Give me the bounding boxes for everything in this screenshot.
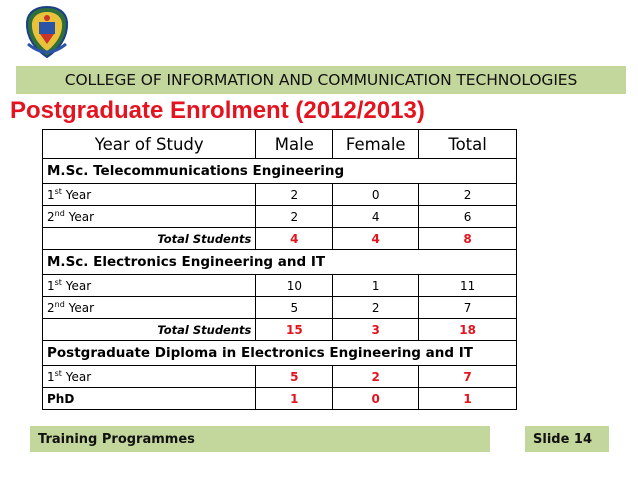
- total-cell: 7: [419, 366, 517, 388]
- section-row: [43, 159, 517, 184]
- enrolment-table: [42, 129, 517, 410]
- phd-row: [43, 388, 517, 410]
- male-cell: 1: [256, 388, 333, 410]
- section-title: M.Sc. Electronics Engineering and IT: [43, 250, 517, 275]
- university-logo: [22, 4, 72, 60]
- section-title: M.Sc. Telecommunications Engineering: [43, 159, 517, 184]
- total-cell: 6: [419, 206, 517, 228]
- male-cell: 5: [256, 297, 333, 319]
- slide-number-label: Slide 14: [533, 431, 593, 447]
- footer-training-programmes: [30, 426, 490, 452]
- slide-title: Postgraduate Enrolment (2012/2013): [10, 97, 425, 124]
- header-female: Female: [333, 130, 419, 159]
- female-cell: 2: [333, 297, 419, 319]
- year-cell: 2nd Year: [43, 206, 256, 228]
- total-cell: 1: [419, 388, 517, 410]
- total-students-label: Total Students: [43, 319, 256, 341]
- college-name: COLLEGE OF INFORMATION AND COMMUNICATION TECHNOLOGIES: [64, 71, 578, 89]
- year-cell: 1st Year: [43, 184, 256, 206]
- table-row: [43, 184, 517, 206]
- table-row: [43, 206, 517, 228]
- male-cell: 10: [256, 275, 333, 297]
- female-cell: 0: [333, 388, 419, 410]
- female-total-cell: 4: [333, 228, 419, 250]
- footer-left-label: Training Programmes: [38, 431, 195, 447]
- header-year-of-study: Year of Study: [43, 130, 256, 159]
- female-total-cell: 3: [333, 319, 419, 341]
- grand-total-cell: 18: [419, 319, 517, 341]
- year-cell: 1st Year: [43, 275, 256, 297]
- footer-slide-number: [525, 426, 609, 452]
- phd-label: PhD: [43, 388, 256, 410]
- female-cell: 0: [333, 184, 419, 206]
- female-cell: 1: [333, 275, 419, 297]
- male-cell: 2: [256, 206, 333, 228]
- total-cell: 11: [419, 275, 517, 297]
- section-title: Postgraduate Diploma in Electronics Engineering and IT: [43, 341, 517, 366]
- male-total-cell: 4: [256, 228, 333, 250]
- male-total-cell: 15: [256, 319, 333, 341]
- section-row: [43, 341, 517, 366]
- total-row: [43, 319, 517, 341]
- header-total: Total: [419, 130, 517, 159]
- table-header-row: [43, 130, 517, 159]
- grand-total-cell: 8: [419, 228, 517, 250]
- total-row: [43, 228, 517, 250]
- year-cell: 1st Year: [43, 366, 256, 388]
- college-header-bar: [16, 66, 626, 94]
- table-row: [43, 297, 517, 319]
- total-cell: 2: [419, 184, 517, 206]
- table-row: [43, 275, 517, 297]
- male-cell: 5: [256, 366, 333, 388]
- total-cell: 7: [419, 297, 517, 319]
- female-cell: 2: [333, 366, 419, 388]
- total-students-label: Total Students: [43, 228, 256, 250]
- year-cell: 2nd Year: [43, 297, 256, 319]
- header-male: Male: [256, 130, 333, 159]
- section-row: [43, 250, 517, 275]
- female-cell: 4: [333, 206, 419, 228]
- male-cell: 2: [256, 184, 333, 206]
- table-row: [43, 366, 517, 388]
